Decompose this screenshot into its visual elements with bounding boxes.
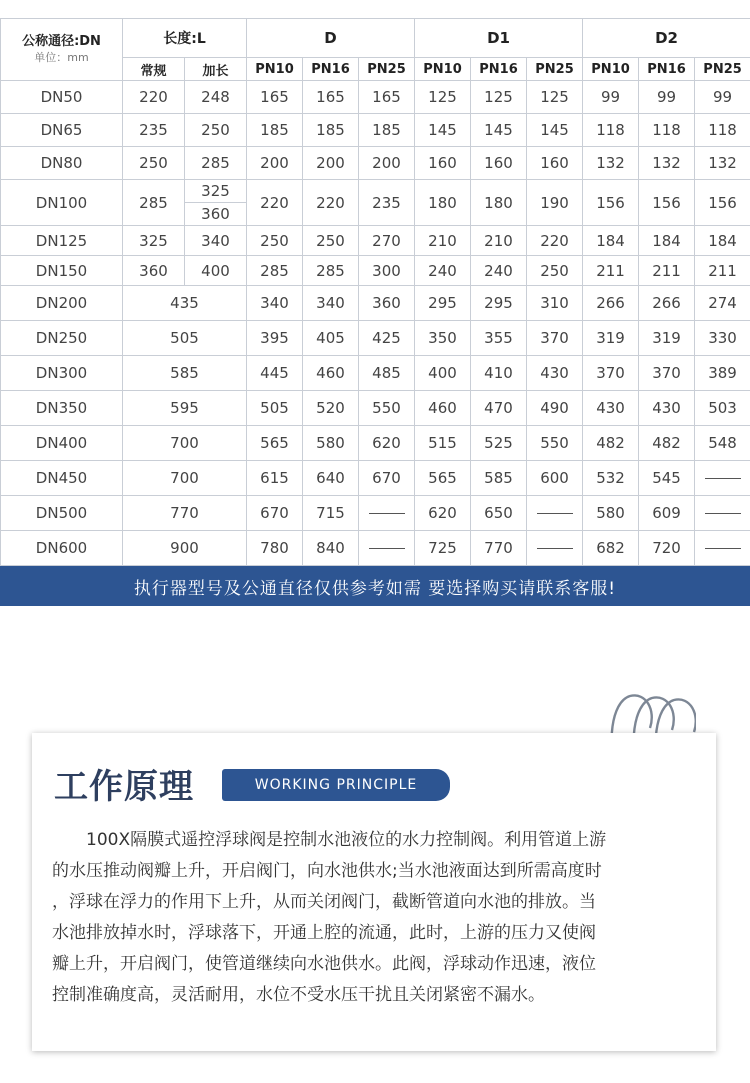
value-cell: 156	[639, 180, 695, 226]
pn-header: PN16	[639, 58, 695, 81]
value-cell: 482	[583, 426, 639, 461]
value-cell: 220	[527, 226, 583, 256]
dash-mark	[705, 513, 741, 514]
length-cell: 505	[123, 321, 247, 356]
dn-cell: DN500	[1, 496, 123, 531]
length-cell: 900	[123, 531, 247, 566]
principle-text	[52, 825, 702, 1011]
length-extended-cell: 340	[185, 226, 247, 256]
value-cell: 125	[471, 81, 527, 114]
dn-cell: DN50	[1, 81, 123, 114]
dn-cell: DN200	[1, 286, 123, 321]
pn-header: PN10	[583, 58, 639, 81]
value-cell: 165	[359, 81, 415, 114]
value-cell: 132	[583, 147, 639, 180]
dn-header-unit: 单位：mm	[34, 50, 89, 64]
value-cell: 482	[639, 426, 695, 461]
length-sub-normal: 常规	[123, 58, 185, 81]
value-cell: 550	[527, 426, 583, 461]
value-cell: 405	[303, 321, 359, 356]
value-cell: 99	[639, 81, 695, 114]
pn-header: PN10	[247, 58, 303, 81]
length-extended-cell: 248	[185, 81, 247, 114]
spec-table-body	[1, 19, 750, 566]
value-cell: 620	[415, 496, 471, 531]
value-cell	[359, 531, 415, 566]
table-row	[1, 321, 750, 356]
notice-banner: 执行器型号及公通直径仅供参考如需 要选择购买请联系客服!	[0, 566, 750, 606]
value-cell: 520	[303, 391, 359, 426]
table-row	[1, 461, 750, 496]
pn-header: PN10	[415, 58, 471, 81]
spec-table	[0, 18, 750, 566]
pn-header: PN25	[527, 58, 583, 81]
value-cell: 211	[583, 256, 639, 286]
value-cell	[695, 531, 750, 566]
length-cell: 595	[123, 391, 247, 426]
length-sub-extended: 加长	[185, 58, 247, 81]
value-cell: 670	[359, 461, 415, 496]
value-cell: 580	[583, 496, 639, 531]
dash-mark	[537, 548, 573, 549]
dn-cell: DN400	[1, 426, 123, 461]
value-cell: 235	[359, 180, 415, 226]
value-cell: 640	[303, 461, 359, 496]
length-extended-cell: 400	[185, 256, 247, 286]
length-cell: 585	[123, 356, 247, 391]
value-cell: 184	[695, 226, 750, 256]
value-cell: 285	[303, 256, 359, 286]
table-row	[1, 426, 750, 461]
table-row	[1, 531, 750, 566]
value-cell: 410	[471, 356, 527, 391]
value-cell: 185	[303, 114, 359, 147]
value-cell: 274	[695, 286, 750, 321]
value-cell: 165	[303, 81, 359, 114]
value-cell: 515	[415, 426, 471, 461]
table-row	[1, 114, 750, 147]
length-extended-cell: 250	[185, 114, 247, 147]
value-cell: 156	[695, 180, 750, 226]
value-cell: 532	[583, 461, 639, 496]
value-cell: 210	[415, 226, 471, 256]
value-cell: 470	[471, 391, 527, 426]
length-extended-cell: 285	[185, 147, 247, 180]
dn-cell: DN80	[1, 147, 123, 180]
value-cell: 185	[247, 114, 303, 147]
value-cell: 770	[471, 531, 527, 566]
principle-line: 控制准确度高，灵活耐用，水位不受水压干扰且关闭紧密不漏水。	[52, 985, 545, 1005]
value-cell: 160	[471, 147, 527, 180]
length-normal-cell: 360	[123, 256, 185, 286]
length-normal-cell: 250	[123, 147, 185, 180]
principle-line: 100X隔膜式遥控浮球阀是控制水池液位的水力控制阀。利用管道上游	[52, 830, 607, 850]
value-cell: 565	[247, 426, 303, 461]
dn-header-title: 公称通径:DN	[22, 33, 101, 49]
value-cell: 211	[639, 256, 695, 286]
value-cell: 165	[247, 81, 303, 114]
dn-cell: DN100	[1, 180, 123, 226]
value-cell: 360	[359, 286, 415, 321]
value-cell: 370	[583, 356, 639, 391]
value-cell: 210	[471, 226, 527, 256]
pn-header: PN16	[471, 58, 527, 81]
value-cell: 300	[359, 256, 415, 286]
dash-mark	[369, 513, 405, 514]
group-header-d2: D2	[583, 19, 750, 58]
value-cell: 340	[303, 286, 359, 321]
pn-header: PN16	[303, 58, 359, 81]
value-cell: 266	[583, 286, 639, 321]
value-cell: 355	[471, 321, 527, 356]
pn-header: PN25	[695, 58, 750, 81]
principle-line: 水池排放掉水时，浮球落下，开通上腔的流通，此时，上游的压力又使阀	[52, 923, 596, 943]
length-extended-cell: 325	[185, 180, 247, 203]
value-cell: 180	[415, 180, 471, 226]
value-cell: 118	[639, 114, 695, 147]
value-cell: 295	[415, 286, 471, 321]
value-cell: 330	[695, 321, 750, 356]
value-cell: 545	[639, 461, 695, 496]
value-cell: 615	[247, 461, 303, 496]
value-cell: 132	[695, 147, 750, 180]
value-cell: 132	[639, 147, 695, 180]
value-cell: 400	[415, 356, 471, 391]
group-header-d: D	[247, 19, 415, 58]
value-cell: 145	[471, 114, 527, 147]
table-row	[1, 81, 750, 114]
value-cell: 840	[303, 531, 359, 566]
value-cell	[695, 496, 750, 531]
principle-line: 的水压推动阀瓣上升，开启阀门，向水池供水;当水池液面达到所需高度时	[52, 861, 602, 881]
value-cell: 430	[639, 391, 695, 426]
value-cell: 550	[359, 391, 415, 426]
value-cell: 295	[471, 286, 527, 321]
value-cell: 370	[527, 321, 583, 356]
value-cell: 650	[471, 496, 527, 531]
value-cell: 505	[247, 391, 303, 426]
value-cell: 715	[303, 496, 359, 531]
value-cell	[359, 496, 415, 531]
length-normal-cell: 235	[123, 114, 185, 147]
dash-mark	[537, 513, 573, 514]
value-cell: 485	[359, 356, 415, 391]
value-cell: 460	[303, 356, 359, 391]
value-cell: 180	[471, 180, 527, 226]
value-cell: 160	[415, 147, 471, 180]
table-row	[1, 356, 750, 391]
value-cell: 220	[247, 180, 303, 226]
value-cell: 780	[247, 531, 303, 566]
dash-mark	[369, 548, 405, 549]
value-cell: 184	[583, 226, 639, 256]
value-cell: 580	[303, 426, 359, 461]
value-cell: 525	[471, 426, 527, 461]
value-cell: 620	[359, 426, 415, 461]
working-principle-card	[32, 733, 716, 1051]
value-cell: 340	[247, 286, 303, 321]
length-normal-cell: 285	[123, 180, 185, 226]
value-cell: 200	[303, 147, 359, 180]
group-header-d1: D1	[415, 19, 583, 58]
value-cell: 395	[247, 321, 303, 356]
dn-cell: DN600	[1, 531, 123, 566]
table-header-row-1	[1, 19, 750, 58]
length-normal-cell: 325	[123, 226, 185, 256]
principle-title: 工作原理	[54, 767, 194, 807]
length-extended-cell: 360	[185, 203, 247, 226]
table-row	[1, 180, 750, 203]
dn-header	[1, 19, 123, 81]
dn-cell: DN125	[1, 226, 123, 256]
value-cell: 565	[415, 461, 471, 496]
value-cell: 240	[415, 256, 471, 286]
value-cell: 725	[415, 531, 471, 566]
dn-cell: DN150	[1, 256, 123, 286]
table-row	[1, 286, 750, 321]
value-cell: 490	[527, 391, 583, 426]
length-normal-cell: 220	[123, 81, 185, 114]
length-cell: 700	[123, 461, 247, 496]
principle-badge: WORKING PRINCIPLE	[222, 769, 450, 801]
value-cell: 720	[639, 531, 695, 566]
value-cell: 200	[359, 147, 415, 180]
value-cell: 430	[527, 356, 583, 391]
value-cell: 425	[359, 321, 415, 356]
value-cell: 430	[583, 391, 639, 426]
principle-line: ，浮球在浮力的作用下上升，从而关闭阀门，截断管道向水池的排放。当	[52, 892, 596, 912]
value-cell: 445	[247, 356, 303, 391]
value-cell: 285	[247, 256, 303, 286]
length-cell: 435	[123, 286, 247, 321]
value-cell: 250	[527, 256, 583, 286]
length-header: 长度:L	[123, 19, 247, 58]
principle-line: 瓣上升，开启阀门，使管道继续向水池供水。此阀，浮球动作迅速，液位	[52, 954, 596, 974]
value-cell: 600	[527, 461, 583, 496]
value-cell: 220	[303, 180, 359, 226]
value-cell: 99	[695, 81, 750, 114]
value-cell	[527, 531, 583, 566]
value-cell: 389	[695, 356, 750, 391]
value-cell: 682	[583, 531, 639, 566]
dn-cell: DN350	[1, 391, 123, 426]
dn-cell: DN450	[1, 461, 123, 496]
value-cell: 240	[471, 256, 527, 286]
value-cell: 270	[359, 226, 415, 256]
value-cell	[695, 461, 750, 496]
dash-mark	[705, 478, 741, 479]
table-row	[1, 147, 750, 180]
value-cell	[527, 496, 583, 531]
value-cell: 125	[527, 81, 583, 114]
dash-mark	[705, 548, 741, 549]
value-cell: 156	[583, 180, 639, 226]
table-row	[1, 496, 750, 531]
value-cell: 145	[415, 114, 471, 147]
value-cell: 125	[415, 81, 471, 114]
table-row	[1, 391, 750, 426]
value-cell: 310	[527, 286, 583, 321]
dn-cell: DN300	[1, 356, 123, 391]
pn-header: PN25	[359, 58, 415, 81]
value-cell: 460	[415, 391, 471, 426]
value-cell: 250	[247, 226, 303, 256]
value-cell: 350	[415, 321, 471, 356]
value-cell: 609	[639, 496, 695, 531]
value-cell: 190	[527, 180, 583, 226]
value-cell: 266	[639, 286, 695, 321]
value-cell: 211	[695, 256, 750, 286]
value-cell: 99	[583, 81, 639, 114]
table-row	[1, 256, 750, 286]
length-cell: 700	[123, 426, 247, 461]
value-cell: 319	[639, 321, 695, 356]
value-cell: 319	[583, 321, 639, 356]
value-cell: 145	[527, 114, 583, 147]
value-cell: 185	[359, 114, 415, 147]
value-cell: 118	[583, 114, 639, 147]
value-cell: 548	[695, 426, 750, 461]
value-cell: 250	[303, 226, 359, 256]
value-cell: 200	[247, 147, 303, 180]
value-cell: 118	[695, 114, 750, 147]
value-cell: 184	[639, 226, 695, 256]
value-cell: 503	[695, 391, 750, 426]
dn-cell: DN250	[1, 321, 123, 356]
table-row	[1, 226, 750, 256]
value-cell: 585	[471, 461, 527, 496]
value-cell: 160	[527, 147, 583, 180]
dn-cell: DN65	[1, 114, 123, 147]
length-cell: 770	[123, 496, 247, 531]
value-cell: 670	[247, 496, 303, 531]
value-cell: 370	[639, 356, 695, 391]
